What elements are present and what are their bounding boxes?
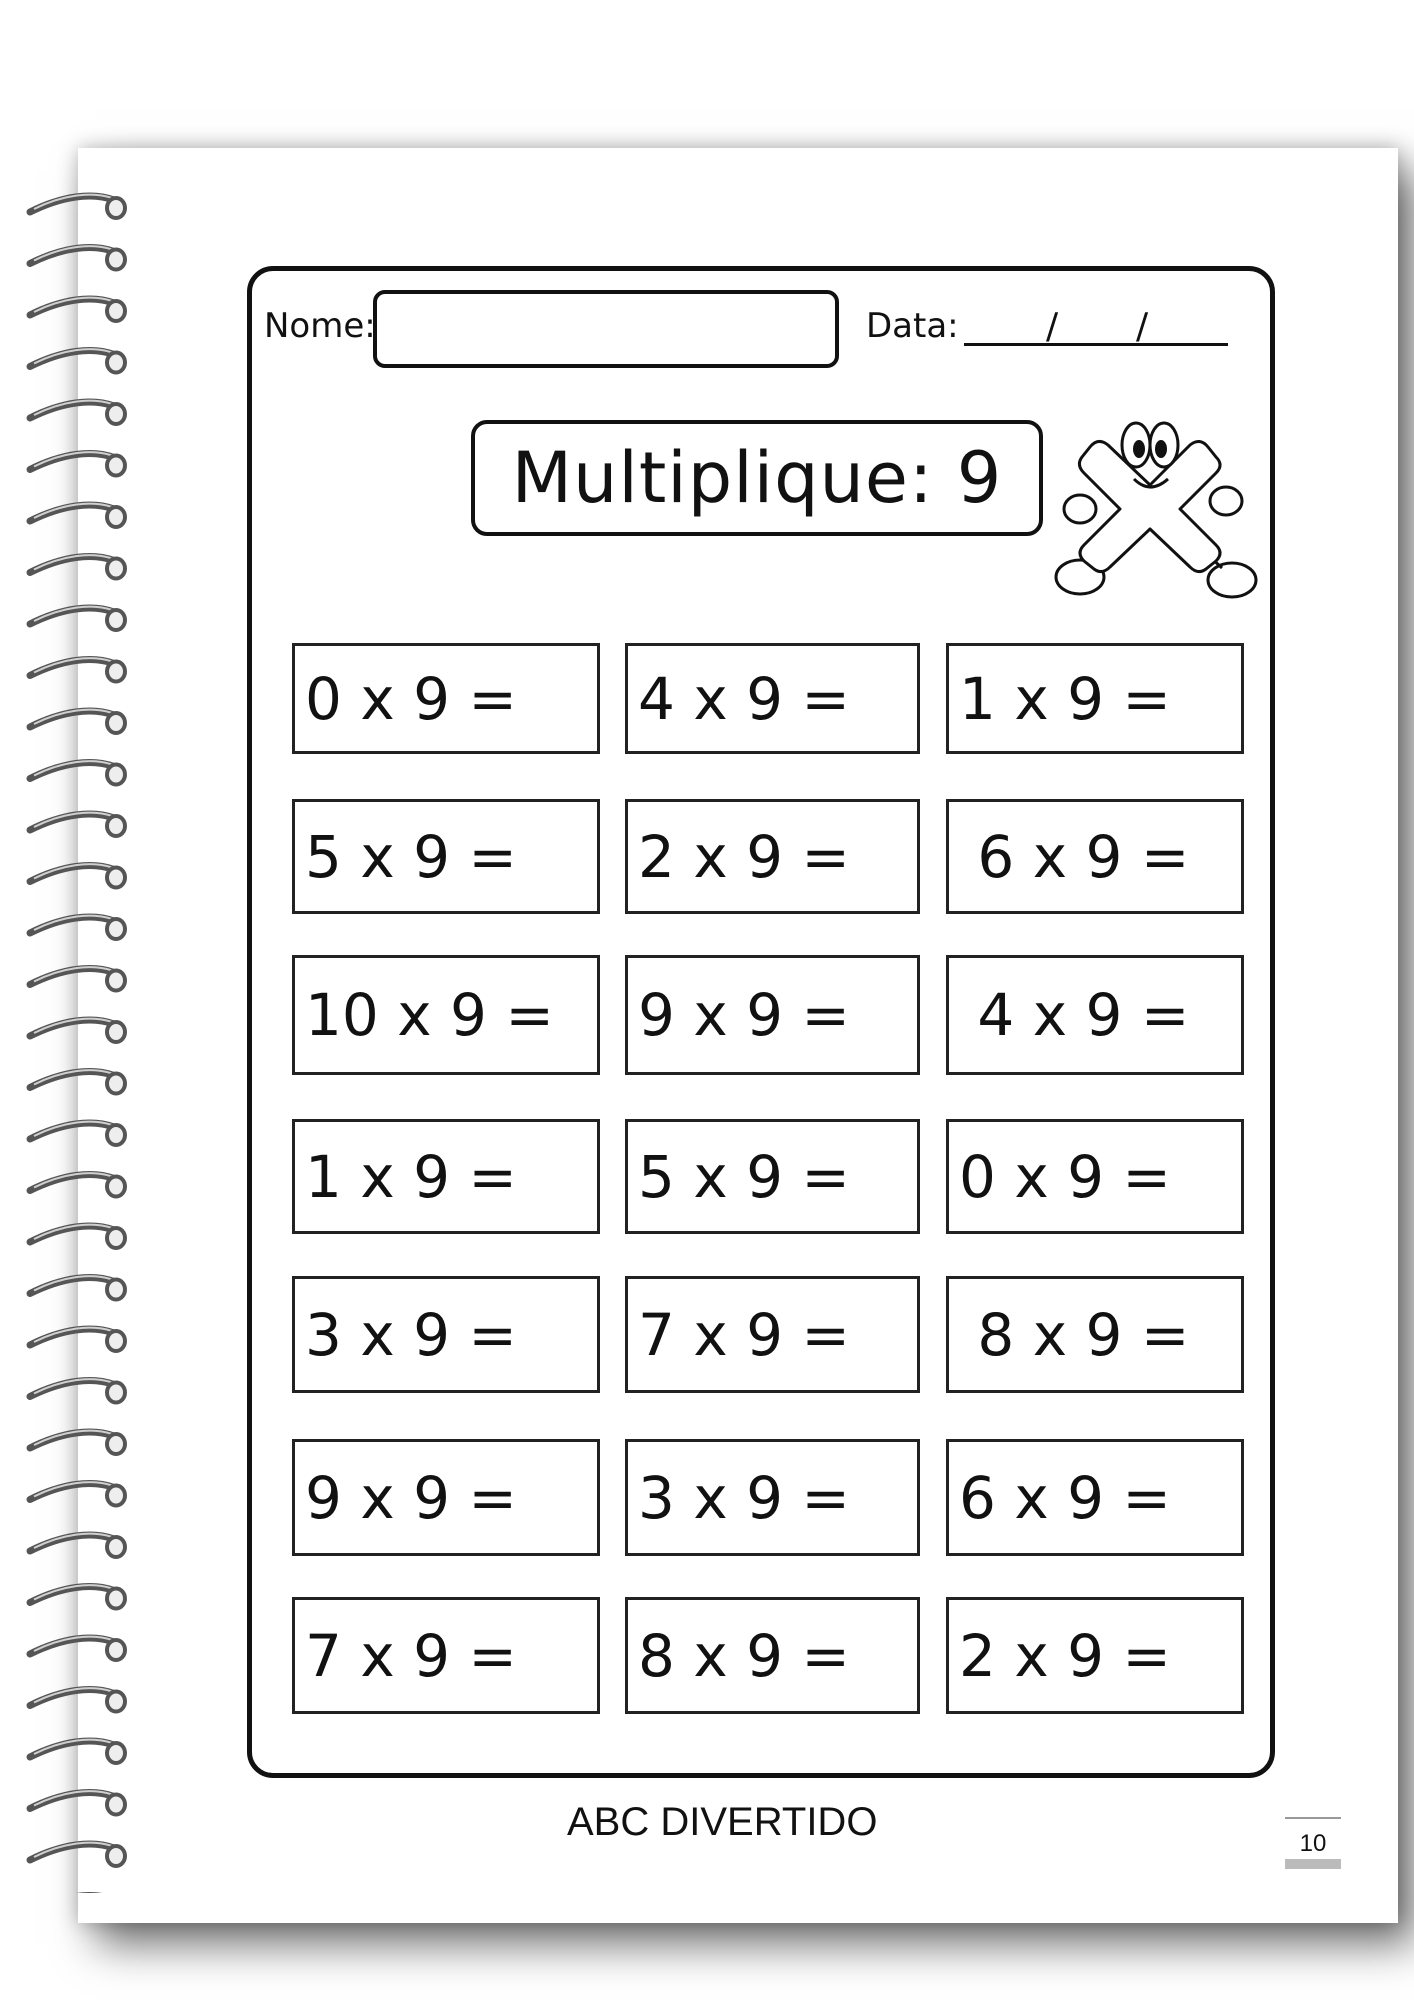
binding-hole xyxy=(107,1743,125,1763)
binding-hole xyxy=(107,971,125,991)
problem-cell[interactable]: 1 x 9 = xyxy=(292,1119,600,1234)
binding-hole xyxy=(107,559,125,579)
problem-cell[interactable]: 10 x 9 = xyxy=(292,955,600,1075)
problem-cell[interactable]: 0 x 9 = xyxy=(292,643,600,754)
binding-hole xyxy=(107,1640,125,1660)
page-number-underline xyxy=(1285,1859,1341,1869)
binding-hole xyxy=(107,1846,125,1866)
binding-hole xyxy=(107,1434,125,1454)
binding-hole xyxy=(107,456,125,476)
binding-hole xyxy=(107,1022,125,1042)
problem-cell[interactable]: 6 x 9 = xyxy=(946,1439,1244,1556)
date-separator: / xyxy=(1046,306,1059,347)
page-title: Multiplique: 9 xyxy=(511,437,1003,519)
binding-hole xyxy=(107,1692,125,1712)
problem-cell[interactable]: 6 x 9 = xyxy=(946,799,1244,914)
binding-hole xyxy=(107,301,125,321)
binding-hole xyxy=(107,610,125,630)
binding-hole xyxy=(107,1383,125,1403)
binding-hole xyxy=(107,1537,125,1557)
binding-hole xyxy=(107,1486,125,1506)
binding-hole xyxy=(107,1228,125,1248)
problem-cell[interactable]: 3 x 9 = xyxy=(292,1276,600,1393)
problem-cell[interactable]: 8 x 9 = xyxy=(625,1597,920,1714)
problem-cell[interactable]: 9 x 9 = xyxy=(625,955,920,1075)
binding-hole xyxy=(107,816,125,836)
footer-brand: ABC DIVERTIDO xyxy=(567,1800,878,1844)
binding-hole xyxy=(107,868,125,888)
binding-hole xyxy=(107,404,125,424)
problem-cell[interactable]: 7 x 9 = xyxy=(292,1597,600,1714)
date-separator: / xyxy=(1136,306,1149,347)
problem-cell[interactable]: 4 x 9 = xyxy=(625,643,920,754)
binding-hole xyxy=(107,1125,125,1145)
binding-hole xyxy=(107,1177,125,1197)
date-field[interactable] xyxy=(964,343,1228,346)
binding-hole xyxy=(107,1795,125,1815)
binding-hole xyxy=(107,713,125,733)
problem-cell[interactable]: 7 x 9 = xyxy=(625,1276,920,1393)
multiplication-sign-mascot-icon xyxy=(1050,405,1260,605)
problem-cell[interactable]: 8 x 9 = xyxy=(946,1276,1244,1393)
binding-hole xyxy=(107,353,125,373)
problem-cell[interactable]: 2 x 9 = xyxy=(625,799,920,914)
binding-hole xyxy=(107,507,125,527)
name-field[interactable] xyxy=(373,290,839,368)
problem-cell[interactable]: 5 x 9 = xyxy=(625,1119,920,1234)
problem-cell[interactable]: 1 x 9 = xyxy=(946,643,1244,754)
problem-cell[interactable]: 0 x 9 = xyxy=(946,1119,1244,1234)
binding-hole xyxy=(107,662,125,682)
binding-hole xyxy=(107,765,125,785)
problem-cell[interactable]: 2 x 9 = xyxy=(946,1597,1244,1714)
binding-hole xyxy=(107,1074,125,1094)
binding-hole xyxy=(107,919,125,939)
binding-hole xyxy=(107,1589,125,1609)
problem-cell[interactable]: 5 x 9 = xyxy=(292,799,600,914)
title-box xyxy=(471,420,1043,536)
problem-cell[interactable]: 3 x 9 = xyxy=(625,1439,920,1556)
binding-hole xyxy=(107,198,125,218)
binding-hole xyxy=(107,1280,125,1300)
binding-hole xyxy=(107,1331,125,1351)
problem-cell[interactable]: 4 x 9 = xyxy=(946,955,1244,1075)
problem-cell[interactable]: 9 x 9 = xyxy=(292,1439,600,1556)
page-number: 10 xyxy=(1285,1817,1341,1869)
date-label: Data: xyxy=(866,306,959,346)
binding-hole xyxy=(107,250,125,270)
name-label: Nome: xyxy=(264,306,376,346)
spiral-binding-icon xyxy=(22,188,132,1893)
